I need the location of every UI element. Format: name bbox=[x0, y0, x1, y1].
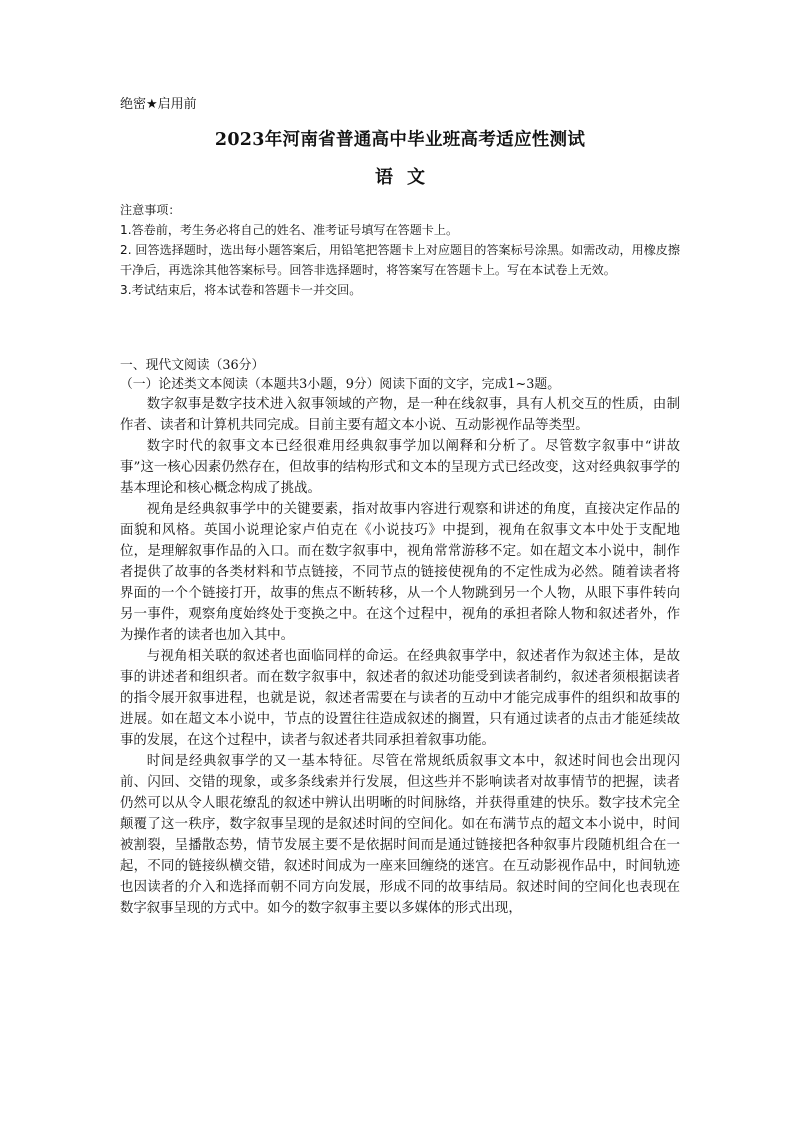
paragraph: 视角是经典叙事学中的关键要素，指对故事内容进行观察和讲述的角度，直接决定作品的面貌和风格。英国小说理论家卢伯克在《小说技巧》中提到，视角在叙事文本中处于支配地位，是理解叙事作品的入口。而在数字叙事中，视角常常游移不定。如在超文本小说中，制作者提供了故事的各类材料和节点链接，不同节点的链接使视角的不定性成为必然。随着读者将界面的一个个链接打开，故事的焦点不断转移，从一个人物跳到另一个人物，从眼下事件转向另一事件，观察角度始终处于变换之中。在这个过程中，视角的承担者除人物和叙述者外，作为操作者的读者也加入其中。 bbox=[120, 502, 680, 643]
notes-block bbox=[120, 200, 680, 300]
paragraph: 时间是经典叙事学的又一基本特征。尽管在常规纸质叙事文本中，叙述时间也会出现闪前、闪回、交错的现象，或多条线索并行发展，但这些并不影响读者对故事情节的把握，读者仍然可以从令人眼花缭乱的叙述中辨认出明晰的时间脉络，并获得重建的快乐。数字技术完全颠覆了这一秩序，数字叙事呈现的是叙述时间的空间化。如在布满节点的超文本小说中，时间被割裂，呈播散态势，情节发展主要不是依据时间而是通过链接把各种叙事片段随机组合在一起，不同的链接纵横交错，叙述时间成为一座来回缠绕的迷宫。在互动影视作品中，时间轨迹也因读者的介入和选择而朝不同方向发展，形成不同的故事结局。叙述时间的空间化也表现在数字叙事呈现的方式中。如今的数字叙事主要以多媒体的形式出现， bbox=[120, 754, 680, 916]
notes-item: 2. 回答选择题时，选出每小题答案后，用铅笔把答题卡上对应题目的答案标号涂黑。如需改动，用橡皮擦干净后，再选涂其他答案标号。回答非选择题时，将答案写在答题卡上。写在本试卷上无效。 bbox=[120, 243, 680, 277]
section-subheading: （一）论述类文本阅读（本题共3小题，9分）阅读下面的文字，完成1~3题。 bbox=[120, 377, 560, 392]
exam-page bbox=[120, 96, 680, 919]
paragraph: 与视角相关联的叙述者也面临同样的命运。在经典叙事学中，叙述者作为叙述主体，是故事的讲述者和组织者。而在数字叙事中，叙述者的叙述功能受到读者制约，叙述者须根据读者的指令展开叙事进程，也就是说，叙述者需要在与读者的互动中才能完成事件的组织和故事的进展。如在超文本小说中，节点的设置往往造成叙述的搁置，只有通过读者的点击才能延续故事的发展，在这个过程中，读者与叙述者共同承担着叙事功能。 bbox=[120, 649, 680, 748]
subject-title: 语文 bbox=[375, 167, 439, 188]
notes-item: 1.答卷前，考生务必将自己的姓名、准考证号填写在答题卡上。 bbox=[120, 223, 459, 237]
notes-item: 3.考试结束后，将本试卷和答题卡一并交回。 bbox=[120, 283, 362, 297]
paragraph: 数字叙事是数字技术进入叙事领域的产物，是一种在线叙事，具有人机交互的性质，由制作者、读者和计算机共同完成。目前主要有超文本小说、互动影视作品等类型。 bbox=[120, 397, 680, 433]
section-heading: 一、现代文阅读（36分） bbox=[120, 358, 265, 373]
secret-mark: 绝密★启用前 bbox=[120, 97, 197, 112]
exam-title: 2023年河南省普通高中毕业班高考适应性测试 bbox=[214, 130, 586, 150]
paragraph: 数字时代的叙事文本已经很难用经典叙事学加以阐释和分析了。尽管数字叙事中“讲故事”这一核心因素仍然存在，但故事的结构形式和文本的呈现方式已经改变，这对经典叙事学的基本理论和核心概念构成了挑战。 bbox=[120, 439, 680, 496]
reading-section bbox=[120, 356, 680, 919]
notes-heading: 注意事项： bbox=[120, 203, 181, 217]
